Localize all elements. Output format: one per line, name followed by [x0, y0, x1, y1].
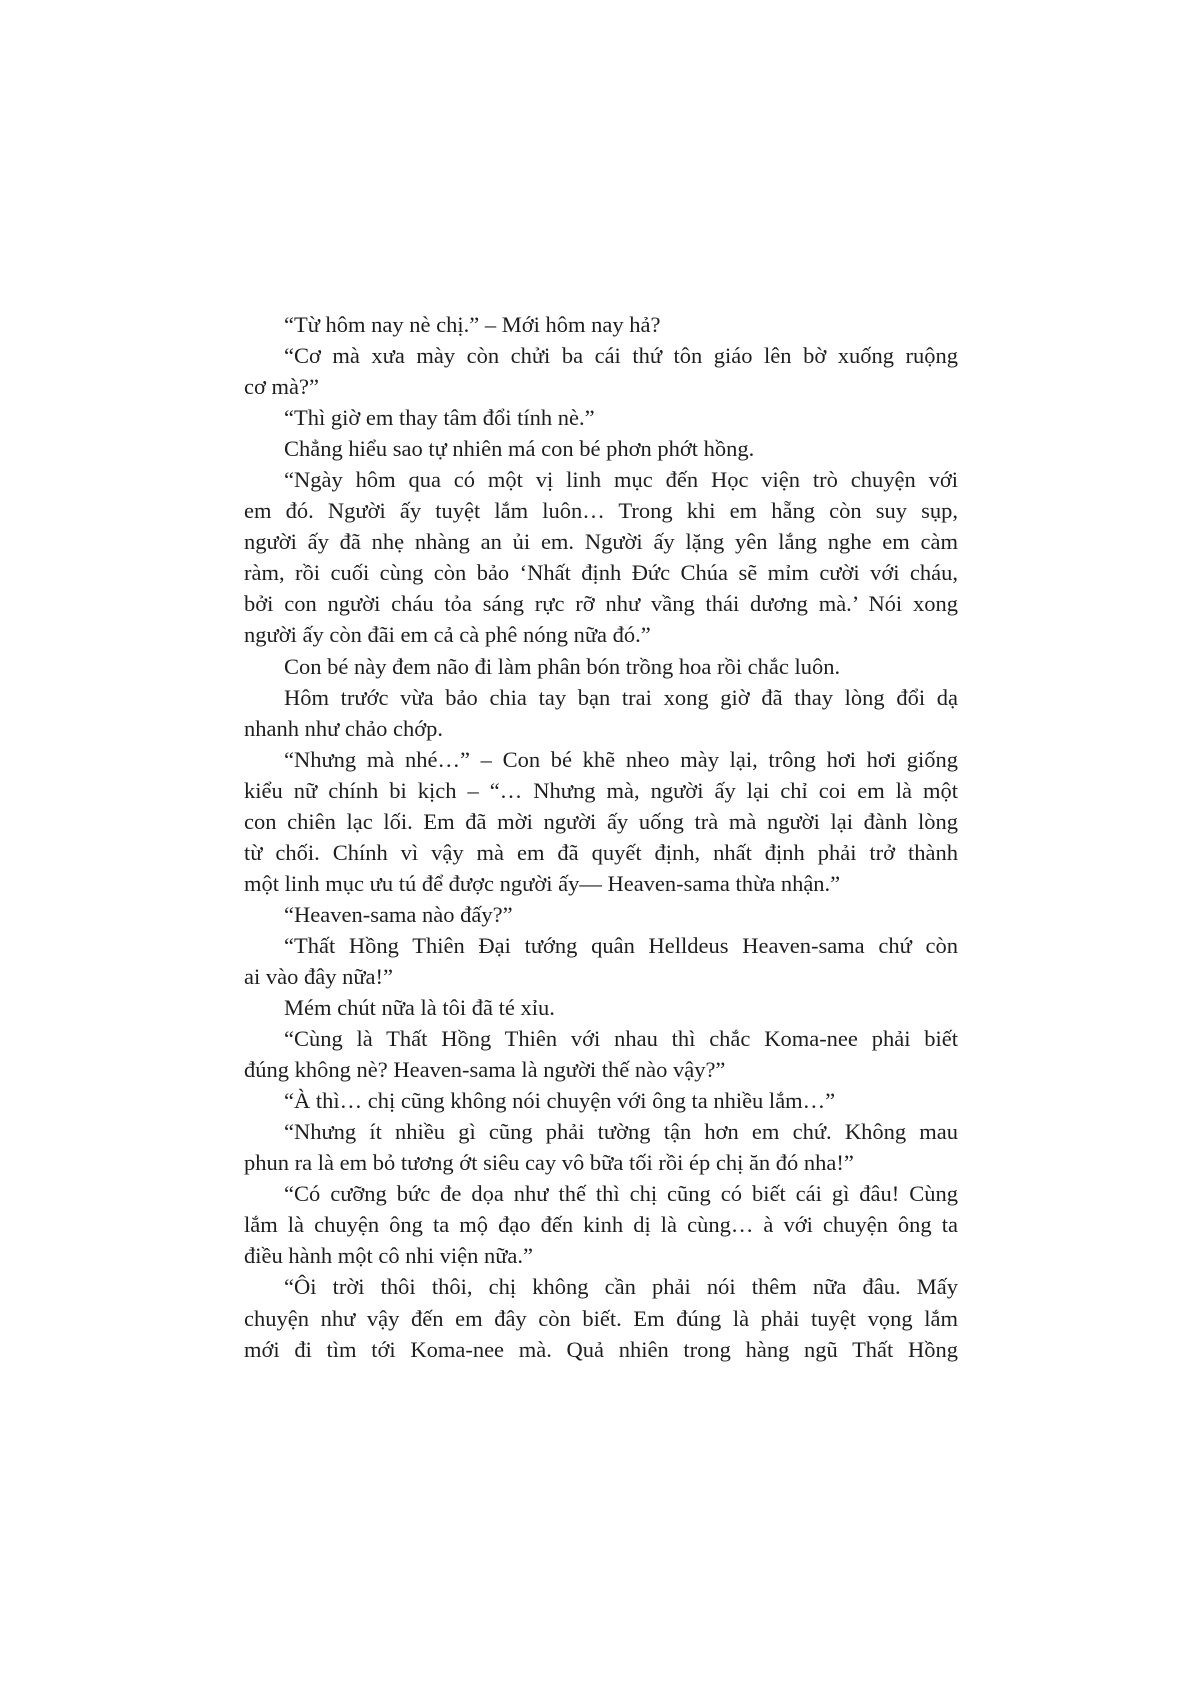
- text-line: đúng không nè? Heaven-sama là người thế nào vậy?”: [244, 1057, 726, 1083]
- paragraph: [244, 744, 958, 899]
- paragraph: [244, 992, 958, 1023]
- text-line: con chiên lạc lối. Em đã mời người ấy uống trà mà người lại đành lòng: [244, 808, 958, 834]
- paragraph: [244, 1271, 958, 1364]
- text-line: “Thì giờ em thay tâm đổi tính nè.”: [284, 405, 595, 431]
- text-line: từ chối. Chính vì vậy mà em đã quyết định, nhất định phải trở thành: [244, 839, 958, 865]
- text-line: Mém chút nữa là tôi đã té xỉu.: [284, 995, 555, 1021]
- text-line: mới đi tìm tới Koma-nee mà. Quả nhiên trong hàng ngũ Thất Hồng: [244, 1336, 958, 1362]
- text-line: phun ra là em bỏ tương ớt siêu cay vô bữa tối rồi ép chị ăn đó nha!”: [244, 1150, 854, 1176]
- text-line: “Cơ mà xưa mày còn chửi ba cái thứ tôn giáo lên bờ xuống ruộng: [284, 343, 958, 369]
- text-line: “Có cưỡng bức đe dọa như thế thì chị cũng có biết cái gì đâu! Cùng: [284, 1181, 958, 1207]
- text-line: “Nhưng ít nhiều gì cũng phải tường tận hơn em chứ. Không mau: [284, 1119, 958, 1145]
- paragraph: [244, 682, 958, 744]
- text-line: “Từ hôm nay nè chị.” – Mới hôm nay hả?: [284, 312, 661, 337]
- text-line: “Ngày hôm qua có một vị linh mục đến Học viện trò chuyện với: [284, 467, 958, 493]
- text-line: lắm là chuyện ông ta mộ đạo đến kinh dị là cùng… à với chuyện ông ta: [244, 1212, 958, 1238]
- text-line: “À thì… chị cũng không nói chuyện với ông ta nhiều lắm…”: [284, 1088, 836, 1114]
- text-line: nhanh như chảo chớp.: [244, 715, 444, 741]
- paragraph: [244, 402, 958, 433]
- text-line: “Thất Hồng Thiên Đại tướng quân Helldeus Heaven-sama chứ còn: [284, 932, 958, 958]
- text-line: “Heaven-sama nào đấy?”: [284, 901, 513, 927]
- paragraph: [244, 340, 958, 402]
- text-line: bởi con người cháu tỏa sáng rực rỡ như vầng thái dương mà.’ Nói xong: [244, 591, 958, 617]
- paragraph: [244, 899, 958, 930]
- paragraph: [244, 464, 958, 650]
- text-line: cơ mà?”: [244, 374, 319, 400]
- text-line: chuyện như vậy đến em đây còn biết. Em đúng là phải tuyệt vọng lắm: [244, 1305, 958, 1331]
- paragraph: [244, 1178, 958, 1271]
- text-line: một linh mục ưu tú để được người ấy— Heaven-sama thừa nhận.”: [244, 870, 841, 896]
- text-line: em đó. Người ấy tuyệt lắm luôn… Trong khi em hẵng còn suy sụp,: [244, 498, 958, 524]
- text-line: Chẳng hiểu sao tự nhiên má con bé phơn phớt hồng.: [284, 436, 755, 462]
- paragraph: [244, 1023, 958, 1085]
- text-line: “Nhưng mà nhé…” – Con bé khẽ nheo mày lại, trông hơi hơi giống: [284, 746, 958, 772]
- text-line: người ấy còn đãi em cả cà phê nóng nữa đó.”: [244, 622, 651, 648]
- text-line: điều hành một cô nhi viện nữa.”: [244, 1243, 533, 1269]
- text-line: Hôm trước vừa bảo chia tay bạn trai xong giờ đã thay lòng đổi dạ: [284, 684, 958, 710]
- text-line: kiểu nữ chính bi kịch – “… Nhưng mà, người ấy lại chỉ coi em là một: [244, 777, 958, 803]
- paragraph: [244, 1085, 958, 1116]
- paragraph: [244, 433, 958, 464]
- text-line: người ấy đã nhẹ nhàng an ủi em. Người ấy lặng yên lắng nghe em càm: [244, 529, 958, 555]
- book-page-body: [244, 309, 958, 1365]
- text-line: “Ôi trời thôi thôi, chị không cần phải nói thêm nữa đâu. Mấy: [284, 1274, 958, 1300]
- text-line: ai vào đây nữa!”: [244, 963, 393, 989]
- text-line: ràm, rồi cuối cùng còn bảo ‘Nhất định Đức Chúa sẽ mỉm cười với cháu,: [244, 560, 958, 586]
- paragraph: [244, 309, 958, 340]
- paragraph: [244, 1116, 958, 1178]
- paragraph: [244, 651, 958, 682]
- paragraph: [244, 930, 958, 992]
- text-line: “Cùng là Thất Hồng Thiên với nhau thì chắc Koma-nee phải biết: [284, 1026, 958, 1052]
- text-line: Con bé này đem não đi làm phân bón trồng hoa rồi chắc luôn.: [284, 653, 841, 679]
